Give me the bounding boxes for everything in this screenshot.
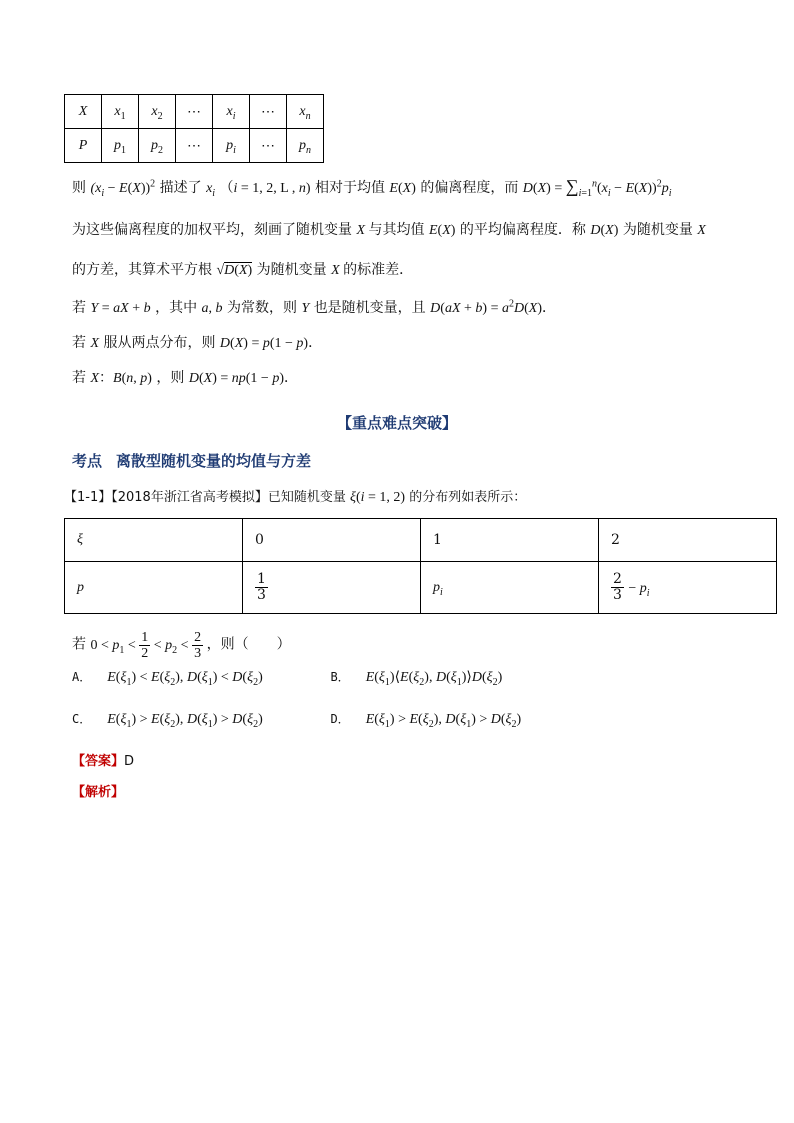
- analysis-label: 【解析】: [72, 785, 125, 800]
- formula: X: [697, 223, 706, 238]
- topic-label: 考点: [72, 452, 103, 470]
- question-stem: [64, 486, 526, 506]
- table-cell: $p_n$: [287, 129, 324, 163]
- table-cell: ⋯: [250, 129, 287, 163]
- formula: $E(\xi_1) < E(\xi_2)$, $D(\xi_1) < D(\xi_2)$: [107, 670, 263, 688]
- formula: X：B(n, p): [90, 371, 152, 386]
- formula: E(X): [389, 181, 416, 196]
- formula: $D(aX + b) = a^2D(X)$．: [430, 298, 556, 316]
- text-span: ，则: [156, 370, 185, 386]
- fraction: $\frac{2}{3}$: [194, 630, 202, 661]
- option-b[interactable]: [330, 668, 502, 686]
- answer-value: D: [124, 754, 135, 769]
- answer-line: [72, 750, 134, 769]
- denominator: 3: [613, 587, 622, 603]
- table-cell: p: [65, 562, 243, 614]
- table-cell: $p_i$: [421, 562, 599, 614]
- table-row: [65, 519, 777, 562]
- table-cell: ⋯: [250, 95, 287, 129]
- table-cell: 0: [243, 519, 421, 562]
- question-suffix: 的分布列如表所示：: [409, 490, 527, 505]
- text-span: 若: [72, 370, 86, 386]
- formula: X: [331, 263, 344, 278]
- text-span: 为随机变量: [256, 262, 327, 278]
- table-row: [65, 129, 324, 163]
- formula: D(X) = p(1 − p)．: [219, 336, 323, 351]
- formula: X: [356, 223, 369, 238]
- text-span: 服从两点分布，则: [103, 335, 216, 351]
- fraction: [611, 572, 624, 603]
- option-c[interactable]: [72, 710, 326, 728]
- formula: $(x_i - E(X))^2$: [90, 178, 156, 199]
- formula: − $p_i$: [628, 580, 650, 599]
- formula: ξ(i = 1, 2): [349, 490, 406, 505]
- variance-definition-line-3: [72, 260, 413, 281]
- text-span: ，则（ ）: [206, 636, 291, 653]
- variance-definition-line-2: [72, 220, 706, 241]
- answer-label: 【答案】: [72, 754, 125, 769]
- option-label: B．: [330, 670, 350, 684]
- formula: $0 < p_1$ < $\frac{1}{2}$ < $p_2$ < $\frac{2}{3}$: [90, 630, 202, 661]
- formula: Y = aX + b: [90, 301, 151, 316]
- denominator: 3: [257, 587, 266, 603]
- table-cell: ξ: [65, 519, 243, 562]
- formula: √D(X): [216, 263, 253, 278]
- table-cell: $p_i$: [213, 129, 250, 163]
- text-span: ，其中: [155, 300, 198, 316]
- table-cell: $x_1$: [102, 95, 139, 129]
- formula: D(X) = np(1 − p)．: [188, 371, 298, 386]
- text-span: 也是随机变量，且: [313, 300, 426, 316]
- table-cell: X: [65, 95, 102, 129]
- table-cell: ⋯: [176, 129, 213, 163]
- formula: X: [90, 336, 100, 351]
- text-span: 与其均值: [368, 222, 425, 238]
- text-span: 若: [72, 335, 86, 351]
- table-row: [65, 95, 324, 129]
- formula: $D(X) = \sum_{i=1}^n(x_i - E(X))^2p_i$: [522, 176, 672, 199]
- distribution-table-x: [64, 94, 324, 163]
- text-span: 为这些偏离程度的加权平均，刻画了随机变量: [72, 222, 352, 238]
- text-span: 为随机变量: [622, 222, 693, 238]
- topic-title: 离散型随机变量的均值与方差: [116, 452, 312, 470]
- text-span: 的平均偏离程度．称: [459, 222, 586, 238]
- option-label: C．: [72, 712, 92, 726]
- text-span: 的方差，其算术平方根: [72, 262, 212, 278]
- formula: $E(\xi_1) > E(\xi_2)$, $D(\xi_1) > D(\xi_2)$: [365, 712, 522, 730]
- table-cell: [243, 562, 421, 614]
- question-prefix: 【1-1】【2018年浙江省高考模拟】已知随机变量: [64, 490, 346, 505]
- text-span: 若: [72, 636, 86, 653]
- numerator: 2: [613, 571, 622, 587]
- formula: Y: [301, 301, 310, 316]
- table-cell: P: [65, 129, 102, 163]
- table-cell: $p_2$: [139, 129, 176, 163]
- section-title: 【重点难点突破】: [336, 414, 457, 432]
- fraction: $\frac{1}{2}$: [141, 630, 149, 661]
- options-row-1: [72, 668, 502, 686]
- text-span: 则: [72, 180, 86, 196]
- option-label: A．: [72, 670, 92, 684]
- formula: $E(\xi_1) > E(\xi_2)$, $D(\xi_1) > D(\xi_2)$: [107, 712, 263, 730]
- table-cell: [599, 562, 777, 614]
- formula: $x_i$: [206, 181, 216, 199]
- distribution-table-xi: [64, 518, 777, 614]
- variance-definition-line-1: [72, 176, 671, 199]
- numerator: 1: [257, 571, 266, 587]
- text-span: 为常数，则: [226, 300, 297, 316]
- formula: E(X): [428, 223, 456, 238]
- formula: （i = 1, 2, L , n): [219, 181, 311, 196]
- fraction: [255, 572, 268, 603]
- text-span: 若: [72, 300, 86, 316]
- text-span: 的偏离程度，而: [420, 180, 519, 196]
- text-span: 的标准差．: [343, 262, 414, 278]
- linear-transform-line: [72, 298, 556, 319]
- table-row: [65, 562, 777, 614]
- formula: D(X): [590, 223, 619, 238]
- table-cell: $p_1$: [102, 129, 139, 163]
- formula: a, b: [201, 301, 223, 316]
- text-span: 描述了: [159, 180, 202, 196]
- question-condition: [72, 630, 291, 661]
- formula: $E(\xi_1)⟨E(\xi_2)$, $D(\xi_1)⟩D(\xi_2)$: [365, 670, 503, 688]
- topic-heading: [72, 450, 311, 471]
- text-span: 相对于均值: [314, 180, 385, 196]
- table-cell: $x_i$: [213, 95, 250, 129]
- table-cell: ⋯: [176, 95, 213, 129]
- table-cell: $x_2$: [139, 95, 176, 129]
- table-cell: 1: [421, 519, 599, 562]
- table-cell: $x_n$: [287, 95, 324, 129]
- two-point-distribution-line: [72, 333, 322, 354]
- options-row-2: [72, 710, 521, 728]
- analysis-line: [72, 781, 124, 800]
- option-label: D．: [330, 712, 350, 726]
- binomial-distribution-line: [72, 368, 298, 389]
- table-cell: 2: [599, 519, 777, 562]
- option-d[interactable]: [330, 710, 521, 728]
- option-a[interactable]: [72, 668, 326, 686]
